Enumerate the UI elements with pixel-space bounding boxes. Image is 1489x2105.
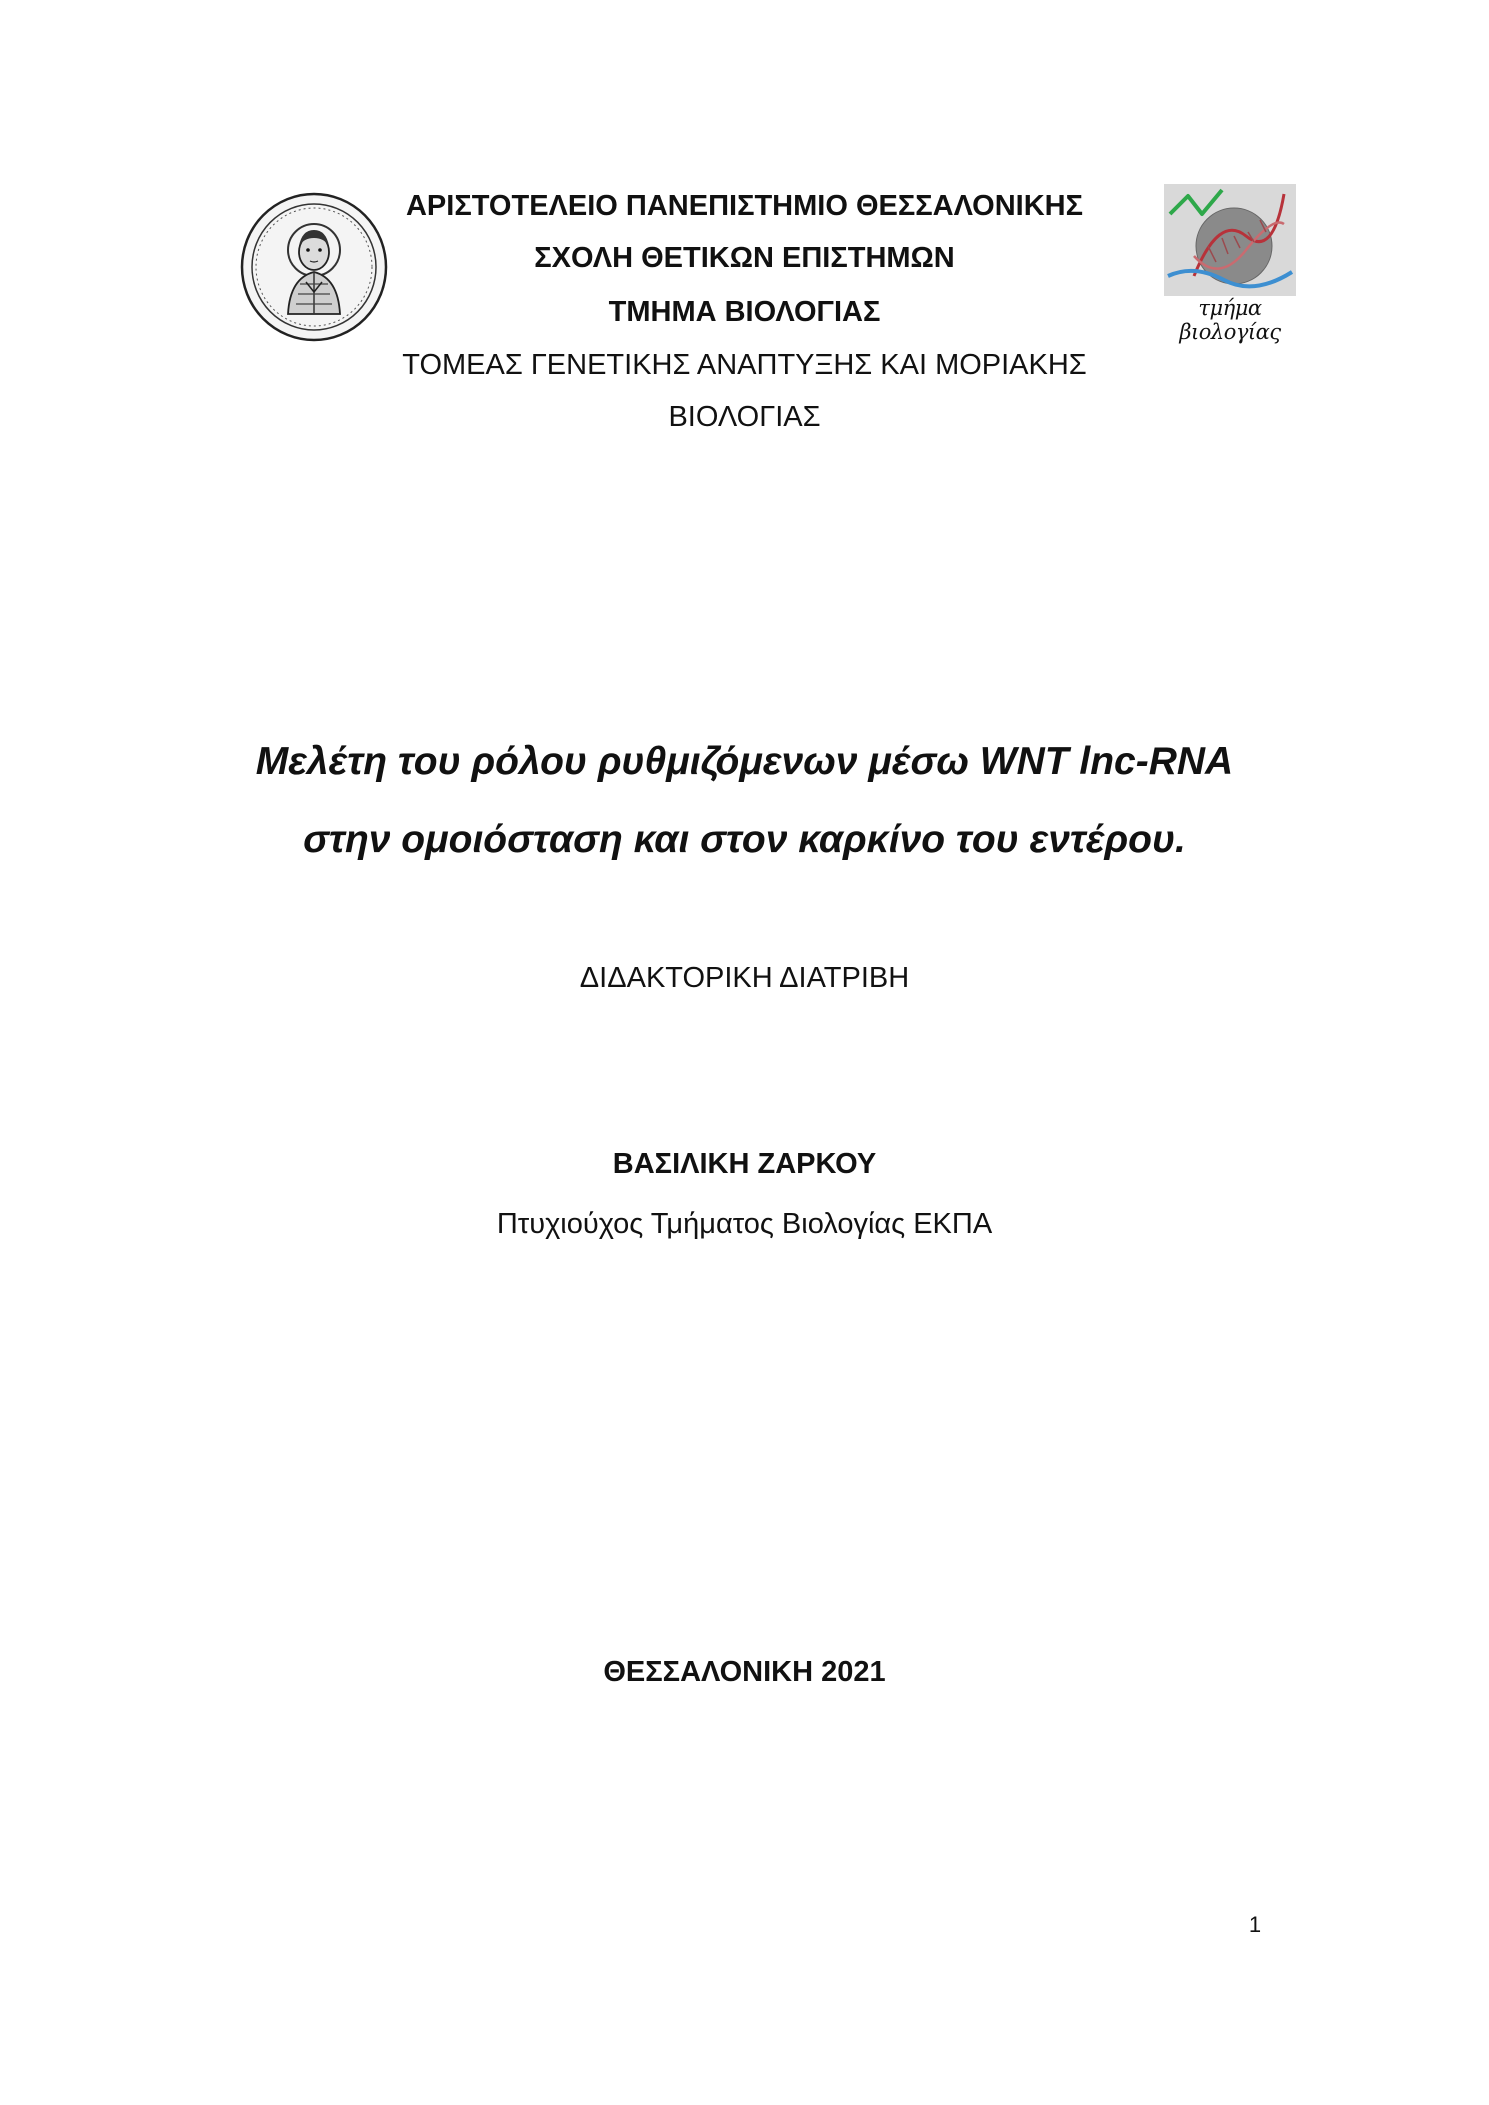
page-number: 1: [1248, 1912, 1262, 1937]
university-name: ΑΡΙΣΤΟΤΕΛΕΙΟ ΠΑΝΕΠΙΣΤΗΜΙΟ ΘΕΣΣΑΛΟΝΙΚΗΣ: [405, 190, 1084, 222]
department-logo-icon: [1164, 184, 1296, 296]
thesis-title-line1: Μελέτη του ρόλου ρυθμιζόμενων μέσω WNT lnc-RNA: [255, 740, 1234, 783]
sector-name-line1: ΤΟΜΕΑΣ ΓΕΝΕΤΙΚΗΣ ΑΝΑΠΤΥΞΗΣ ΚΑΙ ΜΟΡΙΑΚΗΣ: [402, 349, 1087, 381]
thesis-title-line2: στην ομοιόσταση και στον καρκίνο του εντέρου.: [303, 818, 1186, 861]
school-name: ΣΧΟΛΗ ΘΕΤΙΚΩΝ ΕΠΙΣΤΗΜΩΝ: [534, 242, 955, 274]
department-name: ΤΜΗΜΑ ΒΙΟΛΟΓΙΑΣ: [608, 296, 881, 328]
department-logo: [1164, 184, 1296, 344]
sector-name-line2: ΒΙΟΛΟΓΙΑΣ: [668, 401, 821, 433]
department-logo-text: τμήμα βιολογίας: [1179, 296, 1281, 344]
place-year: ΘΕΣΣΑΛΟΝΙΚΗ 2021: [603, 1656, 886, 1688]
author-degree: Πτυχιούχος Τμήματος Βιολογίας ΕΚΠΑ: [496, 1208, 993, 1240]
author-name: ΒΑΣΙΛΙΚΗ ΖΑΡΚΟΥ: [612, 1148, 877, 1180]
thesis-type: ΔΙΔΑΚΤΟΡΙΚΗ ΔΙΑΤΡΙΒΗ: [579, 962, 910, 994]
